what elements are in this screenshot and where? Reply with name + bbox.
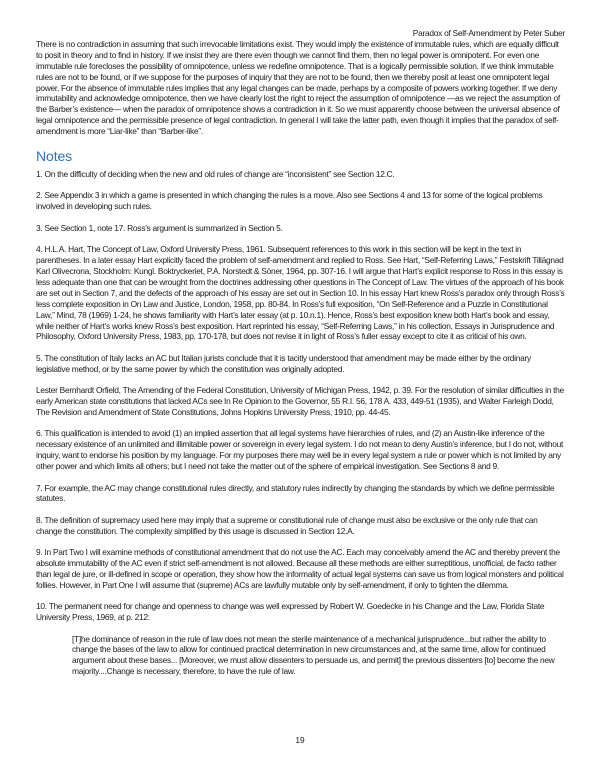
note-paragraph: Lester Bernhardt Orfield, The Amending of the Federal Constitution, University of Michigan Press, 1942, p. 39. For the resolution of similar difficulties in the early American state constitutions that lacked ACs see In Re Opinion to the Governor, 55 R.I. 56, 178 A. 433, 449-51 (1935), and Walter Farleigh Dodd, The Revision and Amendment of State Constitutions, Johns Hopkins University Press, 1910, pp. 44-45. [36,385,564,417]
note-paragraph: 8. The definition of supremacy used here may imply that a supreme or constitutional rule of change must also be exclusive or the only rule that can change the constitution. The complexity simplified by this usage is discussed in Section 12.A. [36,514,538,536]
page-header: Paradox of Self-Amendment by Peter Suber [412,28,565,38]
block-quote: [T]he dominance of reason in the rule of law does not mean the sterile maintenance of a mechanical jurisprudence...but rather the ability to change the bases of the law to allow for continued practical determination in new circumstances and, at the same time, allow for continued argument about these bases... [Moreover, we must allow dissenters to persuade us, and permit] the previous dissenters [to] become the new majority....Change is necessary, therefore, to have the rule of law. [72,633,555,677]
note-paragraph: 4. H.L.A. Hart, The Concept of Law, Oxford University Press, 1961. Subsequent references to this work in this section will be kept in the text in parentheses. In a later essay Hart explicitly faced the problem of self-amendment and replied to Ross. See Hart, “Self-Referring Laws,” Festskrift Tillägnad Karl Olivecrona, Stockholm: Kungl. Boktryckeriet, P.A. Norstedt & Söner, 1964, pp. 307-16. I will argue that Hart’s explicit response to Ross in this essay is less adequate than one that can be wrought from the doctrines addressing other questions in The Concept of Law. The virtues of the approach of his book are set out in Section 7, and the defects of the approach of his essay are set out in Section 10. In his essay Hart knew Ross’s paradox only through Ross’s less complete exposition in On Law and Justice, London, 1958, pp. 80-84. In Ross’s full exposition, “On Self-Reference and a Puzzle in Constitutional Law,” Mind, 78 (1969) 1-24, he shows familiarity with Hart’s later essay (at p. 10.n.1). Hence, Ross’s best exposition knew both Hart’s book and essay, while neither of Hart’s works knew Ross’s best exposition. Hart reprinted his essay, “Self-Referring Laws,” in his collection, Essays in Jurisprudence and Philosophy, Oxford University Press, 1983, pp. 170-178, but does not revise it in light of Ross’s fuller essay except to cite it as critical of his own. [36,244,565,342]
note-paragraph: 9. In Part Two I will examine methods of constitutional amendment that do not use the AC. Each may conceivably amend the AC and thereby prevent the absolute immutability of the AC even if strict self-amendment is not allowed. Because all these methods are either surreptitious, unofficial, de facto rather than legal de jure, or ill-defined in scope or operation, they show how the informality of actual legal systems can save us from logical monsters and political follies. However, in Part One I will assume that (supreme) ACs are lawfully mutable only by self-amendment, if only to tighten the dilemma. [36,547,564,590]
note-paragraph: 3. See Section 1, note 17. Ross’s argument is summarized in Section 5. [36,222,283,233]
notes-heading: Notes [36,148,73,165]
note-paragraph: 1. On the difficulty of deciding when the new and old rules of change are “inconsistent” see Section 12.C. [36,169,395,180]
note-paragraph: 2. See Appendix 3 in which a game is presented in which changing the rules is a move. Also see Sections 4 and 13 for some of the logical problems involved in developing such rules. [36,190,543,212]
note-paragraph: 6. This qualification is intended to avoid (1) an implied assertion that all legal systems have hierarchies of rules, and (2) an Austin-like inference of the necessary existence of an unlimited and illimitable power or sovereign in every legal system. I do not mean to deny Austin’s inference, but I do not, without inquiry, want to endorse his position by my language. For my purposes there may well be in every legal system a rule or power which is not limited by any other power and which limits all others; but I need not take the matter out of the sphere of empirical investigation. See Sections 8 and 9. [36,428,564,472]
note-paragraph: 10. The permanent need for change and openness to change was well expressed by Robert W. Goedecke in his Change and the Law, Florida State University Press, 1969, at p. 212: [36,601,545,623]
note-paragraph: 5. The constitution of Italy lacks an AC but Italian jurists conclude that it is tacitly understood that amendment may be made either by the ordinary legislative method, or by the same power by which the constitution was originally adopted. [36,352,531,374]
intro-paragraph: There is no contradiction in assuming that such irrevocable limitations exist. They would imply the existence of immutable rules, which are equally difficult to posit in theory and to find in history. If we insist they are there even though we cannot find them, then no legal power is omnipotent. For even one immutable rule forecloses the possibility of omnipotence, unless we redefine omnipotence. That is a logically permissible solution. If we think immutable rules are not to be found, or if we suppose for the purposes of inquiry that they are not to be found, then we thereby posit at least one omnipotent legal power. For the absence of immutable rules implies that any legal changes can be made, perhaps by a composite of powers working together. If we deny immutability and acknowledge omnipotence, then we have clearly lost the right to reject the assumption of omnipotence —as we reject the assumption of the Barber’s existence— when the paradox of omnipotence shows a contradiction in it. So we must apparently choose between the universal absence of legal omnipotence and the permissible presence of legal contradiction. In general I will take the latter path, even though it implies that the paradox of self-amendment is more “Liar-like” than “Barber-like”. [36,38,560,137]
page-number: 19 [295,735,305,746]
notes-list [36,169,565,677]
note-paragraph: 7. For example, the AC may change constitutional rules directly, and statutory rules indirectly by changing the standards by which we define permissible statutes. [36,482,555,504]
